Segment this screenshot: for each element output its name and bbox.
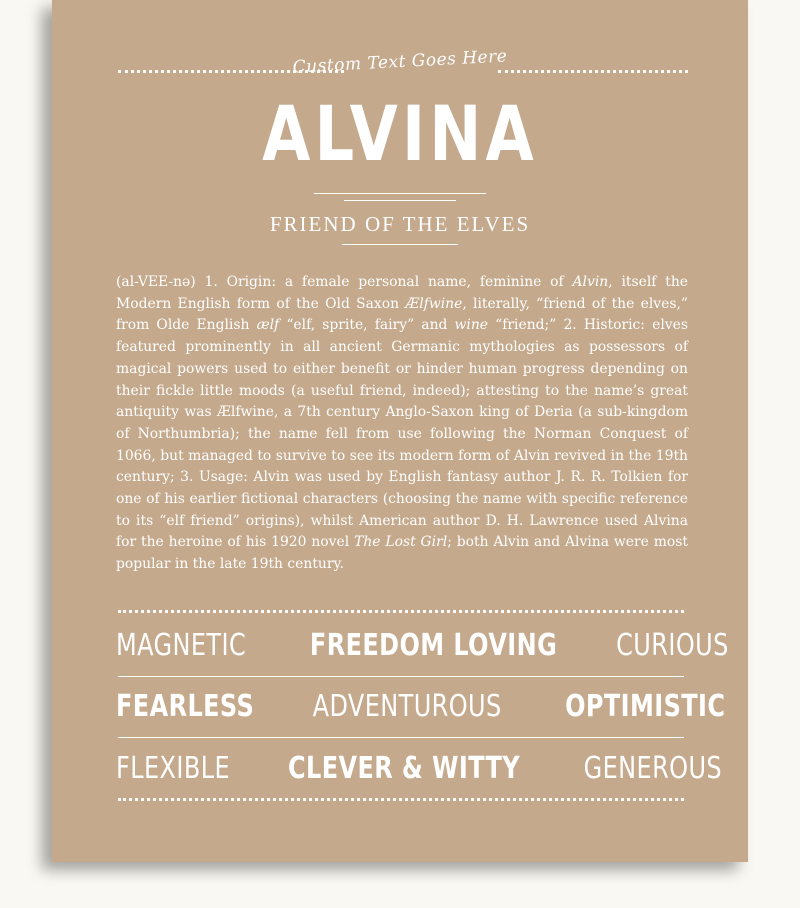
- definition-segment: , itself the Modern English form of the Old Saxon: [116, 274, 689, 312]
- name-underline-rule-short: [344, 200, 456, 201]
- top-right-dotted-divider: [498, 70, 688, 73]
- custom-text: Custom Text Goes Here: [292, 46, 508, 78]
- name-definition: [116, 272, 688, 576]
- meaning-underline-rule: [342, 244, 458, 245]
- trait-word: FLEXIBLE: [116, 751, 231, 786]
- traits-bottom-divider: [118, 798, 684, 801]
- definition-segment: wine: [454, 317, 489, 334]
- definition-segment: Alvin: [572, 274, 609, 290]
- trait-word: FREEDOM LOVING: [309, 628, 557, 663]
- name-meaning: FRIEND OF THE ELVES: [269, 212, 531, 236]
- traits-divider-1: [118, 676, 684, 677]
- traits-divider-2: [118, 737, 684, 738]
- trait-word: MAGNETIC: [116, 628, 247, 663]
- definition-segment: The Lost Girl: [354, 534, 448, 551]
- trait-word: GENEROUS: [583, 751, 722, 786]
- traits-row-2: [116, 687, 726, 727]
- definition-segment: , literally, “friend of the elves,” from Olde English: [116, 295, 688, 334]
- definition-segment: ; both Alvin and Alvina were most popular in the late 19th century.: [116, 534, 688, 573]
- definition-segment: (al-VEE-nə) 1. Origin: a female personal name, feminine of: [116, 274, 573, 290]
- traits-top-divider: [118, 610, 684, 613]
- definition-segment: “elf, sprite, fairy” and: [279, 317, 455, 334]
- traits-row-1: [116, 626, 729, 666]
- definition-segment: “friend;” 2. Historic: elves featured prominently in all ancient Germanic mythologies as possessors of magical powers used to either benefit or hinder human progress depending on their fickle little moods (a useful friend, indeed); attesting to the name’s great antiquity was Ælfwine, a 7th century Anglo-Saxon king of Deria (a sub-kingdom of Northumbria); the name fell from use following the Norman Conquest of 1066, but managed to survive to see its modern form of Alvin revived in the 19th century; 3. Usage: Alvin was used by English fantasy author J. R. R. Tolkien for one of his earlier fictional characters (choosing the name with specific reference to its “elf friend” origins), whilst American author D. H. Lawrence used Alvina for the heroine of his 1920 novel: [116, 317, 688, 551]
- trait-word: ADVENTUROUS: [312, 689, 502, 724]
- traits-row-3: [116, 749, 722, 789]
- trait-word: CLEVER & WITTY: [287, 751, 520, 786]
- name-poster: [52, 0, 748, 862]
- definition-segment: ælf: [256, 317, 280, 334]
- trait-word: CURIOUS: [615, 628, 729, 663]
- poster-name: ALVINA: [262, 89, 538, 178]
- trait-word: FEARLESS: [116, 689, 255, 724]
- name-underline-rule: [314, 193, 486, 194]
- definition-segment: Ælfwine: [405, 295, 463, 312]
- trait-word: OPTIMISTIC: [565, 689, 726, 724]
